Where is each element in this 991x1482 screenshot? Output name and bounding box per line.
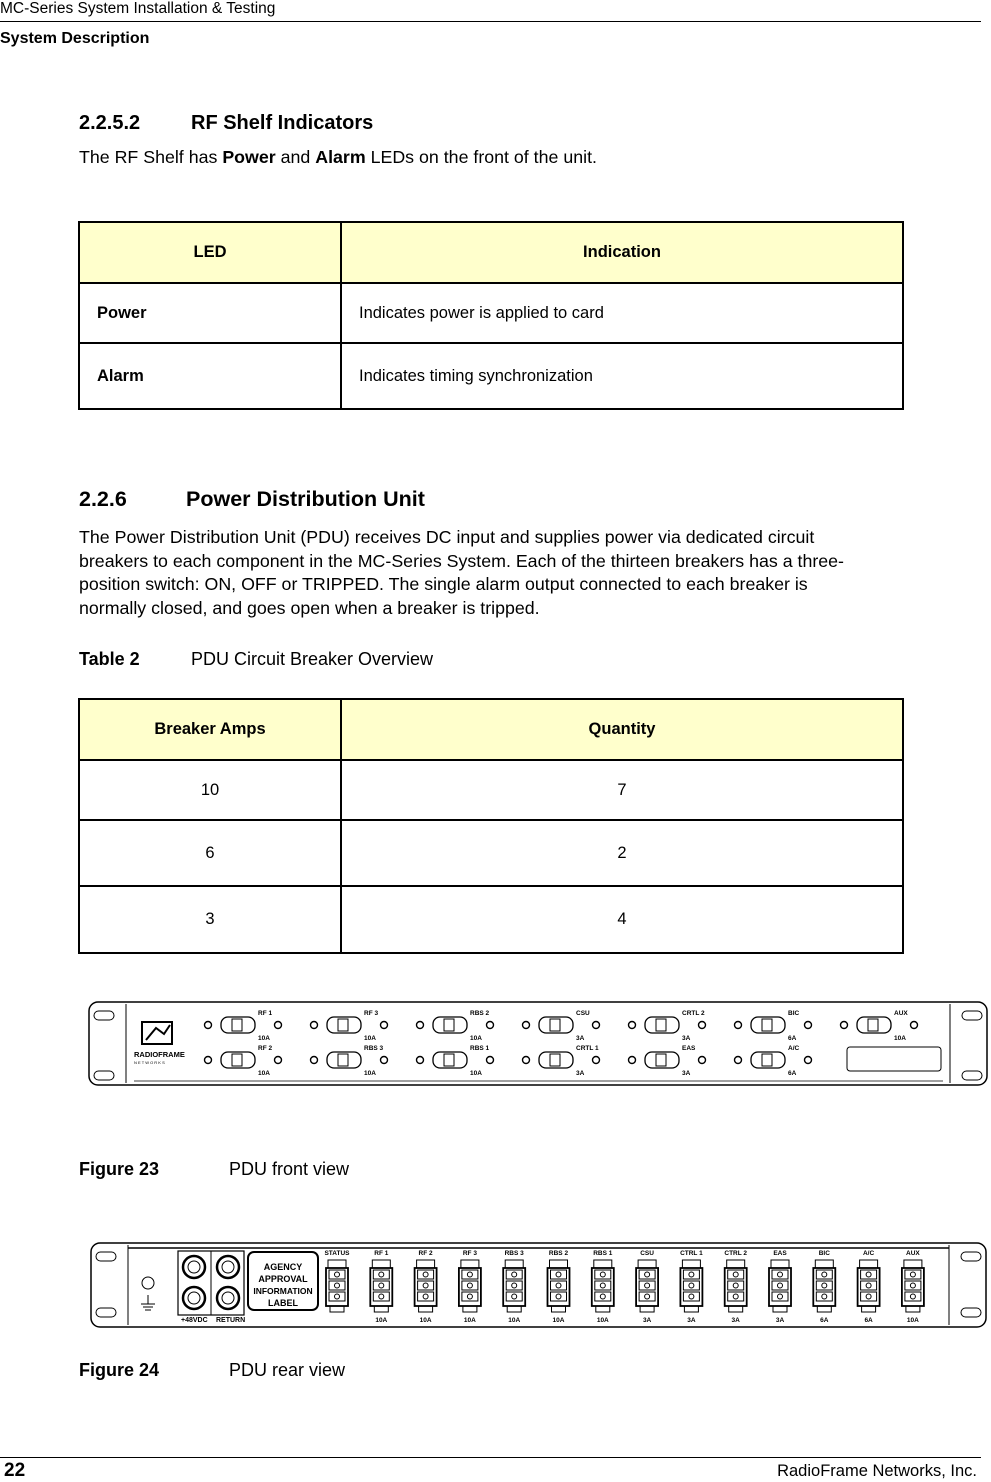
- connector-name: CTRL 1: [680, 1250, 703, 1257]
- breaker-name: CRTL 2: [682, 1010, 705, 1017]
- connector-name: RBS 2: [548, 1250, 569, 1257]
- input-positive-label: +48VDC: [181, 1317, 208, 1324]
- paragraph-line: The Power Distribution Unit (PDU) receives DC input and supplies power via dedicated circuit: [79, 527, 815, 547]
- breaker-amps: 10A: [364, 1035, 376, 1042]
- breaker-name: RBS 2: [470, 1010, 490, 1017]
- bold-alarm: Alarm: [315, 147, 366, 167]
- breaker-name: RF 3: [364, 1010, 379, 1017]
- header-rule: [0, 21, 981, 22]
- logo-mark: [142, 1022, 172, 1044]
- table-row: [79, 343, 903, 409]
- page-number: 22: [4, 1460, 26, 1481]
- breaker-name: CRTL 1: [576, 1045, 599, 1052]
- heading-title: RF Shelf Indicators: [191, 112, 374, 134]
- table-row: [79, 760, 903, 820]
- pdu-body-paragraph: [79, 526, 984, 620]
- connector-amps: 3A: [642, 1317, 652, 1324]
- connector-name: AUX: [906, 1250, 920, 1257]
- col-header-led: LED: [79, 222, 341, 283]
- connector-name: CTRL 2: [724, 1250, 748, 1257]
- led-indication-table: [78, 221, 904, 410]
- connector-name: RF 2: [418, 1250, 433, 1257]
- footer-rule: [0, 1457, 981, 1458]
- breaker-amps: 10A: [258, 1070, 270, 1077]
- table-caption-text: PDU Circuit Breaker Overview: [191, 649, 434, 669]
- breaker-name: CSU: [576, 1010, 590, 1017]
- breaker-name: A/C: [788, 1045, 800, 1052]
- connector-amps: 3A: [687, 1317, 696, 1324]
- connector-amps: 6A: [820, 1317, 829, 1324]
- logo-name: RADIOFRAME: [134, 1050, 185, 1059]
- label-line: LABEL: [268, 1298, 298, 1308]
- cell-led: Alarm: [79, 343, 341, 409]
- cell-quantity: 2: [341, 820, 903, 886]
- rf-intro-paragraph: [79, 146, 597, 170]
- connector-name: A/C: [862, 1250, 875, 1257]
- breaker-amps: 6A: [788, 1070, 797, 1077]
- connector-amps: 10A: [463, 1317, 476, 1324]
- table-row: [79, 886, 903, 953]
- connector-name: RBS 3: [504, 1250, 524, 1257]
- logo-subtitle: N E T W O R K S: [134, 1060, 165, 1065]
- label-line: APPROVAL: [258, 1274, 308, 1284]
- cell-amps: 6: [79, 820, 341, 886]
- figure-label: Figure 23: [79, 1159, 160, 1179]
- label-line: INFORMATION: [253, 1286, 313, 1296]
- breaker-name: RF 1: [258, 1010, 273, 1017]
- paragraph-line: breakers to each component in the MC-Series System. Each of the thirteen breakers has a three-: [79, 550, 844, 571]
- connector-amps: 3A: [731, 1317, 740, 1324]
- breaker-name: RF 2: [258, 1045, 273, 1052]
- heading-title: Power Distribution Unit: [186, 487, 425, 511]
- paragraph-line: position switch: ON, OFF or TRIPPED. The single alarm output connected to each breaker is: [79, 574, 808, 594]
- figure-caption-text: PDU front view: [229, 1159, 350, 1179]
- col-header-breaker-amps: Breaker Amps: [79, 699, 341, 760]
- footer-company: RadioFrame Networks, Inc.: [777, 1462, 977, 1480]
- document-title: MC-Series System Installation & Testing: [0, 0, 276, 17]
- cell-amps: 3: [79, 886, 341, 953]
- connector-amps: 10A: [596, 1317, 609, 1324]
- connector-amps: 6A: [864, 1317, 873, 1324]
- breaker-amps: 6A: [788, 1035, 797, 1042]
- table-header-row: [79, 222, 903, 283]
- connector-name: STATUS: [324, 1250, 350, 1257]
- connector-name: CSU: [640, 1250, 654, 1257]
- breaker-amps: 10A: [470, 1035, 482, 1042]
- breaker-name: EAS: [682, 1045, 696, 1052]
- heading-number: 2.2.5.2: [79, 112, 141, 134]
- breaker-amps: 3A: [682, 1035, 691, 1042]
- connector-amps: 10A: [375, 1317, 388, 1324]
- connector-amps: 10A: [906, 1317, 919, 1324]
- breaker-name: AUX: [894, 1010, 908, 1017]
- cell-indication: Indicates power is applied to card: [341, 283, 903, 343]
- heading-power-distribution-unit: [79, 487, 425, 512]
- breaker-amps: 10A: [258, 1035, 270, 1042]
- breaker-amps: 10A: [894, 1035, 906, 1042]
- breaker-amps: 10A: [470, 1070, 482, 1077]
- col-header-indication: Indication: [341, 222, 903, 283]
- cell-indication: Indicates timing synchronization: [341, 343, 903, 409]
- connector-amps: 3A: [775, 1317, 785, 1324]
- front-panel-outline: [89, 1002, 987, 1085]
- cell-quantity: 7: [341, 760, 903, 820]
- cell-led: Power: [79, 283, 341, 343]
- label-line: AGENCY: [263, 1262, 303, 1272]
- cell-amps: 10: [79, 760, 341, 820]
- connector-amps: 10A: [552, 1317, 565, 1324]
- connector-amps: 10A: [419, 1317, 432, 1324]
- breaker-name: BIC: [788, 1010, 800, 1017]
- table-header-row: [79, 699, 903, 760]
- table-row: [79, 820, 903, 886]
- breaker-name: RBS 1: [470, 1045, 490, 1052]
- pdu-rear-view-drawing: [88, 1238, 990, 1330]
- connector-amps: 10A: [508, 1317, 521, 1324]
- breaker-overview-table: [78, 698, 904, 954]
- col-header-quantity: Quantity: [341, 699, 903, 760]
- heading-number: 2.2.6: [79, 487, 127, 511]
- connector-name: RF 3: [462, 1250, 477, 1257]
- text-run: LEDs on the front of the unit.: [365, 147, 597, 167]
- figure-caption: [79, 1159, 349, 1180]
- text-run: and: [275, 147, 316, 167]
- pdu-front-view-drawing: [86, 998, 990, 1090]
- paragraph-line: normally closed, and goes open when a breaker is tripped.: [79, 597, 540, 618]
- connector-name: BIC: [818, 1250, 830, 1257]
- connector-name: RF 1: [374, 1250, 389, 1257]
- input-return-label: RETURN: [216, 1317, 246, 1324]
- section-name: System Description: [0, 30, 150, 47]
- cell-quantity: 4: [341, 886, 903, 953]
- heading-rf-shelf-indicators: [79, 112, 373, 135]
- breaker-amps: 3A: [682, 1070, 691, 1077]
- text-run: The RF Shelf has: [79, 147, 223, 167]
- table-row: [79, 283, 903, 343]
- figure-caption-text: PDU rear view: [229, 1360, 346, 1380]
- breaker-amps: 3A: [576, 1070, 585, 1077]
- breaker-amps: 3A: [576, 1035, 585, 1042]
- figure-caption: [79, 1360, 345, 1381]
- figure-label: Figure 24: [79, 1360, 160, 1380]
- table-label: Table 2: [79, 649, 140, 669]
- connector-name: RBS 1: [593, 1250, 613, 1257]
- breaker-amps: 10A: [364, 1070, 376, 1077]
- breaker-name: RBS 3: [364, 1045, 384, 1052]
- connector-name: EAS: [773, 1250, 787, 1257]
- bold-power: Power: [222, 147, 276, 167]
- table-caption: [79, 649, 433, 670]
